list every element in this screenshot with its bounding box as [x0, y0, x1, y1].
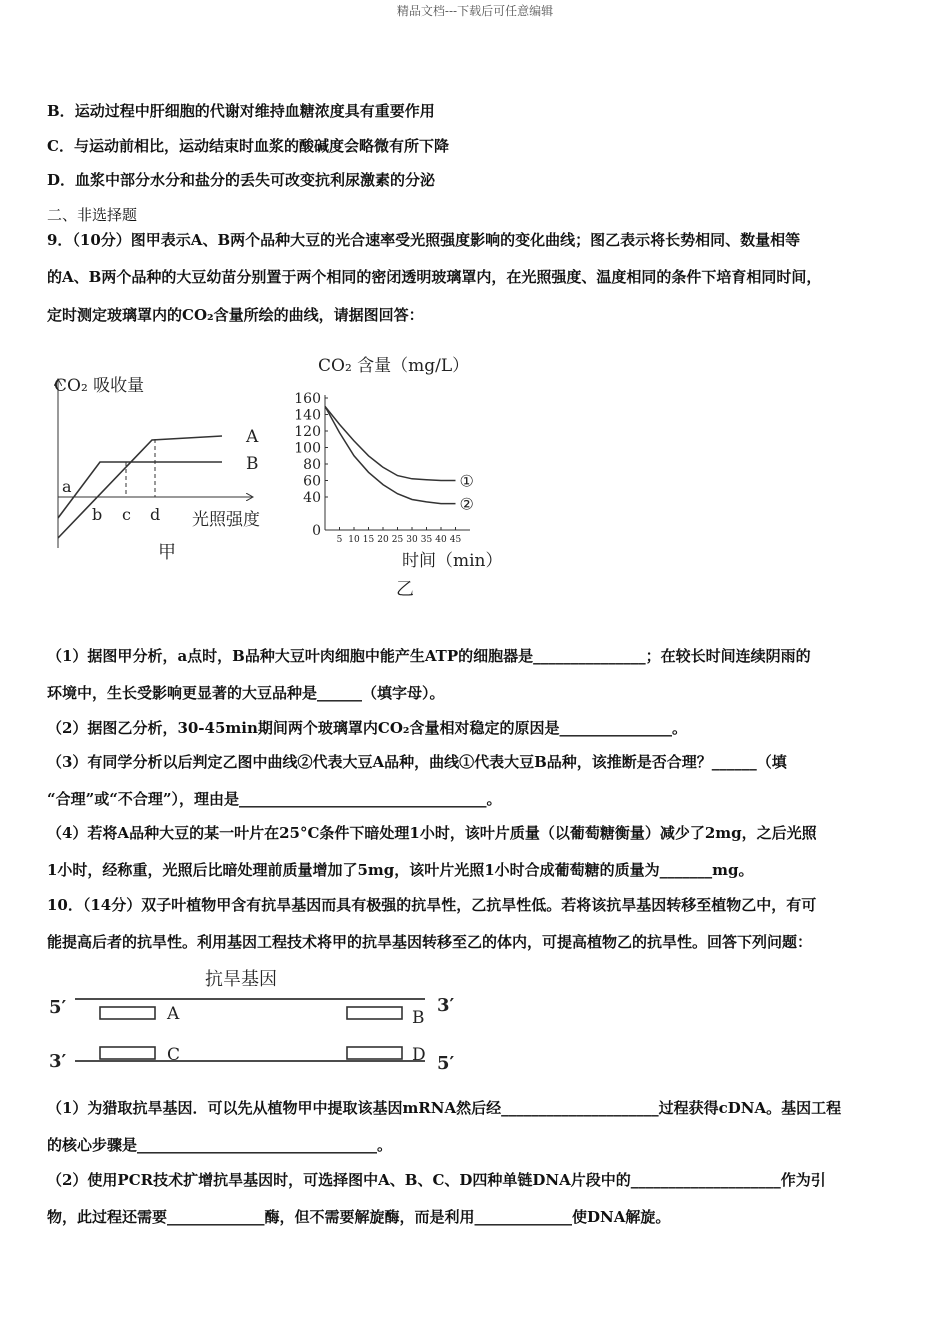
option-d: [47, 170, 907, 190]
option-text: 与运动前相比，运动结束时血浆的酸碱度会略微有所下降: [73, 137, 449, 155]
jia-point-d: d: [150, 505, 161, 524]
q9-sub3-line1: （3）有同学分析以后判定乙图中曲线②代表大豆A品种，曲线①代表大豆B品种，该推断是否合理？______（填: [47, 753, 787, 771]
yi-x-tick-label: 25: [391, 535, 404, 545]
header-note: 精品文档---下载后可任意编辑: [396, 4, 554, 18]
yi-x-tick-label: 40: [435, 535, 447, 545]
gene-bottom-right-end: 5′: [437, 1053, 455, 1074]
gene-bottom-left-end: 3′: [49, 1051, 67, 1072]
yi-caption: 乙: [396, 579, 414, 600]
option-c: [47, 136, 907, 156]
yi-series-2-label: ②: [459, 494, 474, 514]
q9-sub1-line1: （1）据图甲分析，a点时，B品种大豆叶肉细胞中能产生ATP的细胞器是_______________；在较长时间连续阴雨的: [47, 647, 811, 665]
yi-xlabel: 时间（min）: [402, 551, 503, 571]
yi-x-tick-label: 30: [406, 535, 418, 545]
yi-ylabel: CO₂ 含量（mg/L）: [318, 356, 470, 376]
yi-y-tick-label: 0: [312, 523, 321, 539]
q9-sub4-line1: （4）若将A品种大豆的某一叶片在25°C条件下暗处理1小时，该叶片质量（以葡萄糖衡量）减少了2mg，之后光照: [47, 824, 817, 842]
option-text: 运动过程中肝细胞的代谢对维持血糖浓度具有重要作用: [74, 102, 435, 120]
option-letter: C．: [47, 137, 74, 155]
jia-caption: 甲: [158, 542, 176, 563]
jia-ylabel: CO₂ 吸收量: [54, 376, 145, 396]
gene-top-left-end: 5′: [49, 997, 67, 1018]
primer-b-label: B: [412, 1008, 425, 1028]
section-title: 二、非选择题: [47, 206, 138, 224]
jia-xlabel: 光照强度: [192, 510, 260, 530]
jia-point-c: c: [122, 505, 131, 524]
yi-series-1-label: ①: [459, 471, 474, 491]
primer-b-box: [347, 1007, 402, 1019]
yi-y-tick-label: 40: [303, 490, 321, 506]
q10-sub1-line2: 的核心步骤是________________________________。: [47, 1136, 393, 1154]
q9-sub2: （2）据图乙分析，30-45min期间两个玻璃罩内CO₂含量相对稳定的原因是_______________。: [47, 719, 687, 737]
yi-x-tick-label: 10: [348, 535, 360, 545]
jia-point-a: a: [62, 477, 72, 496]
q10-sub2-line1: （2）使用PCR技术扩增抗旱基因时，可选择图中A、B、C、D四种单链DNA片段中的____________________作为引: [47, 1171, 826, 1189]
gene-title: 抗旱基因: [205, 969, 277, 990]
yi-x-tick-label: 15: [362, 535, 375, 545]
jia-curve-label-b: B: [246, 454, 259, 474]
yi-y-tick-label: 140: [294, 407, 321, 424]
primer-c-box: [100, 1047, 155, 1059]
figure-jia: [42, 360, 287, 570]
q10-line1: 10．（14分）双子叶植物甲含有抗旱基因而具有极强的抗旱性，乙抗旱性低。若将该抗旱基因转移至植物乙中，有可: [47, 896, 817, 914]
q9-sub4-line2: 1小时，经称重，光照后比暗处理前质量增加了5mg，该叶片光照1小时合成葡萄糖的质量为_______mg。: [47, 861, 754, 879]
yi-y-tick-label: 100: [294, 440, 321, 457]
primer-d-label: D: [412, 1045, 426, 1065]
yi-y-tick-label: 80: [303, 457, 321, 473]
yi-y-tick-label: 60: [303, 473, 321, 490]
yi-x-tick-label: 5: [336, 535, 343, 545]
jia-point-b: b: [92, 505, 103, 524]
yi-series-1-line: [325, 406, 456, 480]
yi-x-tick-label: 20: [377, 535, 389, 545]
primer-a-label: A: [167, 1004, 180, 1024]
yi-x-tick-label: 35: [420, 535, 433, 545]
primer-a-box: [100, 1007, 155, 1019]
yi-x-tick-label: 45: [449, 535, 462, 545]
primer-c-label: C: [167, 1045, 181, 1065]
q9-line1: 9．（10分）图甲表示A、B两个品种大豆的光合速率受光照强度影响的变化曲线；图乙表示将长势相同、数量相等: [47, 231, 801, 249]
primer-d-box: [347, 1047, 402, 1059]
q10-sub2-line2: 物，此过程还需要_____________酶，但不需要解旋酶，而是利用_____________使DNA解旋。: [47, 1208, 671, 1226]
yi-series-2-line: [325, 406, 456, 503]
yi-y-tick-label: 160: [294, 391, 321, 407]
q10-sub1-line1: （1）为猎取抗旱基因．可以先从植物甲中提取该基因mRNA然后经_____________________过程获得cDNA。基因工程: [47, 1099, 842, 1117]
q9-sub3-line2: “合理”或“不合理”），理由是_________________________________。: [47, 790, 502, 808]
option-b: [47, 101, 907, 121]
option-letter: B．: [47, 102, 75, 120]
yi-y-tick-label: 120: [294, 424, 321, 440]
q9-sub1-line2: 环境中，生长受影响更显著的大豆品种是______（填字母）。: [47, 684, 445, 702]
q9-line2: 的A、B两个品种的大豆幼苗分别置于两个相同的密闭透明玻璃罩内，在光照强度、温度相同的条件下培育相同时间，: [47, 268, 822, 286]
gene-top-right-end: 3′: [437, 995, 455, 1016]
q10-line2: 能提高后者的抗旱性。利用基因工程技术将甲的抗旱基因转移至乙的体内，可提高植物乙的抗旱性。回答下列问题：: [47, 933, 813, 951]
option-text: 血浆中部分水分和盐分的丢失可改变抗利尿激素的分泌: [75, 171, 436, 189]
jia-curve-label-a: A: [246, 427, 259, 447]
figure-yi-chart: [290, 345, 520, 605]
q9-line3: 定时测定玻璃罩内的CO₂含量所绘的曲线，请据图回答：: [47, 306, 424, 324]
option-letter: D．: [47, 171, 76, 189]
figure-gene: [45, 965, 470, 1080]
